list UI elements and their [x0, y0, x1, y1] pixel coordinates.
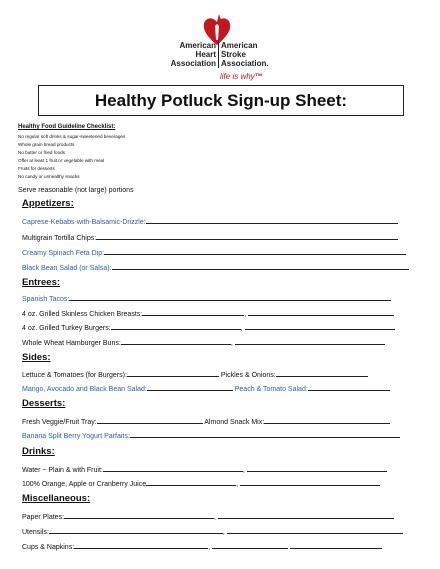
- item-label: Utensils:: [22, 529, 49, 536]
- signup-line: Paper Plates: ,: [22, 512, 394, 521]
- signup-blank[interactable]: [111, 323, 241, 330]
- signup-blank[interactable]: [74, 542, 208, 549]
- signup-blank[interactable]: [103, 465, 243, 472]
- signup-blank[interactable]: [112, 263, 409, 270]
- item-label: 4 oz. Grilled Turkey Burgers:: [22, 325, 111, 332]
- item-label: 4 oz. Grilled Skinless Chicken Breasts:: [22, 311, 143, 318]
- signup-line: [22, 233, 398, 242]
- desserts-heading: Desserts:: [22, 398, 66, 409]
- signup-line: 4 oz. Grilled Skinless Chicken Breasts: ,: [22, 309, 394, 318]
- item-label: Whole Wheat Hamburger Buns:: [22, 340, 121, 347]
- signup-line: Utensils: ,: [22, 527, 403, 536]
- signup-blank[interactable]: [130, 431, 400, 438]
- signup-blank[interactable]: [142, 309, 244, 316]
- tagline-mark: ™: [254, 72, 263, 81]
- signup-blank[interactable]: [240, 479, 380, 486]
- item-label: Water ~ Plain & with Fruit:: [22, 467, 103, 474]
- item-label: Lettuce & Tomatoes (for Burgers):: [22, 372, 127, 379]
- aha-word-1: American: [179, 41, 216, 50]
- signup-blank[interactable]: [127, 370, 219, 377]
- misc-heading: Miscellaneous:: [22, 493, 91, 504]
- item-label: Spanish Tacos:: [22, 296, 70, 303]
- asa-word-2: Stroke: [221, 50, 246, 59]
- checklist-item: Whole grain bread products: [18, 142, 75, 147]
- signup-blank[interactable]: [308, 384, 390, 391]
- signup-blank[interactable]: [276, 370, 368, 377]
- signup-line: [22, 431, 400, 440]
- logo-divider: [218, 41, 219, 68]
- signup-blank[interactable]: [146, 479, 236, 486]
- signup-line: [22, 417, 390, 426]
- asa-word-1: American: [221, 41, 258, 50]
- aha-asa-logo: [160, 14, 300, 84]
- signup-blank[interactable]: [96, 233, 398, 240]
- signup-line: [22, 384, 390, 393]
- item-label: 100% Orange, Apple or Cranberry Juice: [22, 481, 147, 488]
- signup-blank[interactable]: [147, 384, 233, 391]
- asa-word-3: Association.: [221, 59, 269, 68]
- signup-line: Whole Wheat Hamburger Buns: ,: [22, 338, 385, 347]
- checklist-item: Fruits for desserts: [18, 166, 55, 171]
- item-label: Almond Snack Mix:: [204, 419, 265, 426]
- signup-line: Water ~ Plain & with Fruit: ,: [22, 465, 387, 474]
- item-label: Mango, Avocado and Black Bean Salad:: [22, 386, 147, 393]
- signup-blank[interactable]: [248, 309, 394, 316]
- signup-blank[interactable]: [212, 542, 288, 549]
- signup-blank[interactable]: [245, 323, 395, 330]
- signup-line: Cups & Napkins: ,: [22, 542, 382, 551]
- item-label: Creamy Spinach Feta Dip:: [22, 250, 105, 257]
- signup-blank[interactable]: [97, 417, 203, 424]
- item-label: Fresh Veggie/Fruit Tray:: [22, 419, 97, 426]
- item-label: Peach & Tomato Salad:: [234, 386, 308, 393]
- serve-portions-text: Serve reasonable (not large) portions: [18, 187, 134, 194]
- signup-blank[interactable]: [235, 338, 385, 345]
- aha-word-2: Heart: [195, 50, 216, 59]
- item-label: Cups & Napkins:: [22, 544, 75, 551]
- page-title: Healthy Potluck Sign-up Sheet:: [94, 91, 348, 110]
- signup-line: [22, 294, 391, 303]
- signup-blank[interactable]: [146, 217, 398, 224]
- tagline: [220, 72, 263, 81]
- signup-blank[interactable]: [247, 465, 387, 472]
- signup-line: [22, 217, 398, 226]
- tagline-text: life is why: [220, 72, 255, 81]
- aha-wordmark: [160, 41, 216, 68]
- signup-blank[interactable]: [264, 417, 390, 424]
- signup-blank[interactable]: [290, 542, 382, 549]
- checklist-title: Healthy Food Guideline Checklist:: [18, 124, 116, 130]
- item-label: Black Bean Salad (or Salsa):: [22, 265, 112, 272]
- aha-word-3: Association: [170, 59, 216, 68]
- sides-heading: Sides:: [22, 352, 51, 363]
- signup-blank[interactable]: [104, 248, 406, 255]
- title-box: [38, 85, 404, 116]
- item-label: Multigrain Tortilla Chips:: [22, 235, 97, 242]
- signup-blank[interactable]: [69, 294, 391, 301]
- appetizers-heading: Appetizers:: [22, 198, 74, 209]
- signup-blank[interactable]: [227, 527, 403, 534]
- item-label: Paper Plates:: [22, 514, 65, 521]
- signup-blank[interactable]: [218, 512, 394, 519]
- signup-line: [22, 248, 406, 257]
- item-label: Caprese-Kebabs-with-Balsamic-Drizzle:: [22, 219, 146, 226]
- signup-line: 100% Orange, Apple or Cranberry Juice ,: [22, 479, 380, 488]
- drinks-heading: Drinks:: [22, 446, 55, 457]
- signup-blank[interactable]: [64, 512, 214, 519]
- checklist-item: Offer at least 1 fruit or vegetable with meal: [18, 158, 105, 163]
- signup-line: 4 oz. Grilled Turkey Burgers: ,: [22, 323, 395, 332]
- signup-line: [22, 370, 368, 379]
- checklist-item: No butter or fried foods: [18, 150, 65, 155]
- signup-blank[interactable]: [121, 338, 231, 345]
- signup-line: [22, 263, 409, 272]
- asa-wordmark: [221, 41, 291, 68]
- item-label: Pickles & Onions:: [220, 372, 276, 379]
- entrees-heading: Entrees:: [22, 277, 61, 288]
- item-label: Banana Split Berry Yogurt Parfaits:: [22, 433, 130, 440]
- signup-blank[interactable]: [49, 527, 223, 534]
- checklist-item: No candy or unhealthy snacks: [18, 174, 80, 179]
- checklist-item: No regular soft drinks & sugar-sweetened beverages: [18, 134, 126, 139]
